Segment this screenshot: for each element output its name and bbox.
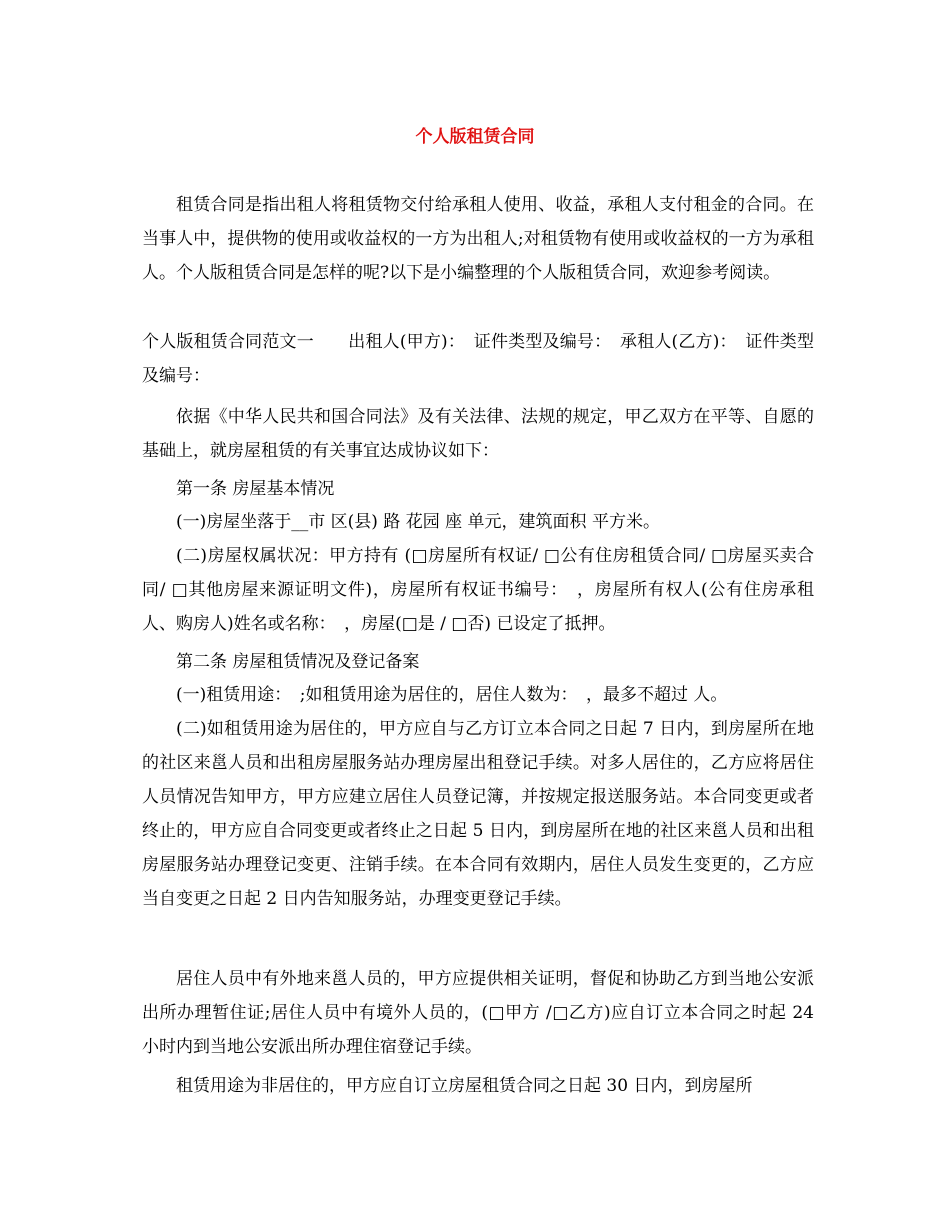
article-1-clause-2: (二)房屋权属状况：甲方持有 (□房屋所有权证/ □公有住房租赁合同/ □房屋买卖合同/ □其他房屋来源证明文件)，房屋所有权证书编号： ，房屋所有权人(公有住房承租人、购房人)姓名或名称： ，房屋(□是 / □否) 已设定了抵押。: [142, 546, 814, 634]
article-1-heading: 第一条 房屋基本情况: [176, 479, 335, 499]
intro-paragraph: 租赁合同是指出租人将租赁物交付给承租人使用、收益，承租人支付租金的合同。在当事人中，提供物的使用或收益权的一方为出租人;对租赁物有使用或收益权的一方为承租人。个人版租赁合同是怎样的呢?以下是小编整理的个人版租赁合同，欢迎参考阅读。: [142, 195, 814, 283]
article-2-heading: 第二条 房屋租赁情况及登记备案: [176, 652, 420, 672]
parties-paragraph: 个人版租赁合同范文一 出租人(甲方)： 证件类型及编号： 承租人(乙方)： 证件类型及编号：: [142, 332, 814, 386]
basis-paragraph: 依据《中华人民共和国合同法》及有关法律、法规的规定，甲乙双方在平等、自愿的基础上，就房屋租赁的有关事宜达成协议如下：: [142, 407, 814, 461]
article-2-clause-2: (二)如租赁用途为居住的，甲方应自与乙方订立本合同之日起 7 日内，到房屋所在地的社区来邕人员和出租房屋服务站办理房屋出租登记手续。对多人居住的，乙方应将居住人员情况告知甲方，甲方应建立居住人员登记簿，并按规定报送服务站。本合同变更或者终止的，甲方应自合同变更或者终止之日起 5 日内，到房屋所在地的社区来邕人员和出租房屋服务站办理登记变更、注销手续。在本合同有效期内，居住人员发生变更的，乙方应当自变更之日起 2 日内告知服务站，办理变更登记手续。: [142, 719, 814, 909]
document-title: 个人版租赁合同: [415, 127, 535, 147]
article-1-clause-1: (一)房屋坐落于__市 区(县) 路 花园 座 单元，建筑面积 平方米。: [176, 512, 660, 532]
non-residential-paragraph: 租赁用途为非居住的，甲方应自订立房屋租赁合同之日起 30 日内，到房屋所: [176, 1076, 753, 1096]
residents-paragraph: 居住人员中有外地来邕人员的，甲方应提供相关证明，督促和协助乙方到当地公安派出所办理暂住证;居住人员中有境外人员的，(□甲方 /□乙方)应自订立本合同之时起 24 小时内到当地公安派出所办理住宿登记手续。: [142, 969, 814, 1057]
article-2-clause-1: (一)租赁用途： ;如租赁用途为居住的，居住人数为： ，最多不超过 人。: [176, 685, 728, 705]
